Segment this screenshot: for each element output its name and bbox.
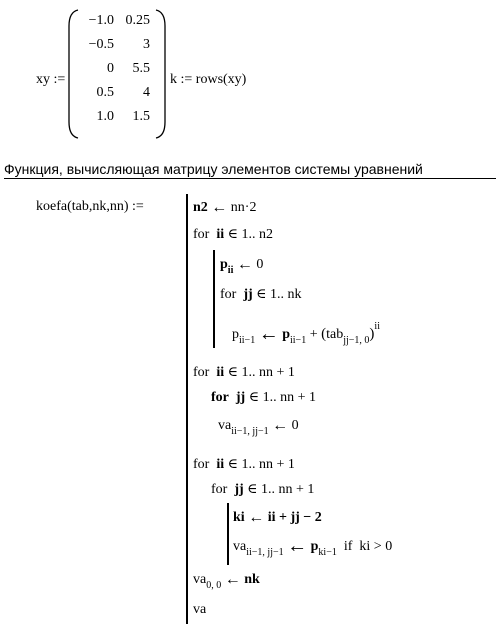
for-loop-jj-nk: for jj ∈ 1.. nk	[220, 287, 302, 302]
for-loop-ii-nn1-b: for ii ∈ 1.. nn + 1	[193, 457, 295, 472]
program-bar-loop1	[213, 250, 215, 348]
k-definition: k := rows(xy)	[170, 72, 247, 87]
ki-assignment: ki ← ii + jj − 2	[233, 509, 322, 526]
n2-assignment: n2 ← nn·2	[193, 199, 257, 216]
p-update: $p_{ii-1}$ ← $p_{ii-1} + (tab_{jj-1, 0})^{ii}$	[232, 321, 380, 346]
matrix-bracket-right	[154, 8, 168, 140]
section-heading: Функция, вычисляющая матрицу элементов системы уравнений	[4, 161, 496, 179]
for-loop-jj-nn1-a: for jj ∈ 1.. nn + 1	[211, 390, 316, 405]
p-init: $p_{ii}$ ← 0	[220, 256, 264, 276]
va00-assignment: $va_{0, 0}$ ← nk	[193, 571, 260, 591]
matrix-cell: 0	[107, 61, 114, 76]
function-signature: koefa(tab,nk,nn) :=	[36, 199, 144, 214]
return-va: va	[193, 602, 207, 617]
program-bar-main	[186, 194, 188, 624]
for-loop-ii-n2: for ii ∈ 1.. n2	[193, 227, 273, 242]
matrix-cell: 1.5	[132, 109, 150, 124]
matrix-cell: 1.0	[96, 109, 114, 124]
matrix-cell: 5.5	[132, 61, 150, 76]
for-loop-jj-nn1-b: for jj ∈ 1.. nn + 1	[211, 482, 315, 497]
va-init: $va_{ii-1, jj-1}$ ← 0	[218, 417, 299, 437]
matrix-cell: −1.0	[88, 13, 114, 28]
matrix-cell: 0.5	[96, 85, 114, 100]
matrix-cell: −0.5	[88, 37, 114, 52]
matrix-cell: 3	[143, 37, 150, 52]
matrix-bracket-left	[66, 8, 80, 140]
matrix-cell: 4	[143, 85, 150, 100]
for-loop-ii-nn1-a: for ii ∈ 1.. nn + 1	[193, 365, 295, 380]
va-assignment: $va_{ii-1, jj-1}$ ← $p_{ki-1}$ if ki > 0	[233, 535, 393, 558]
matrix-cell: 0.25	[125, 13, 150, 28]
program-bar-loop3	[227, 503, 229, 565]
matrix-var-name: xy :=	[36, 72, 66, 87]
